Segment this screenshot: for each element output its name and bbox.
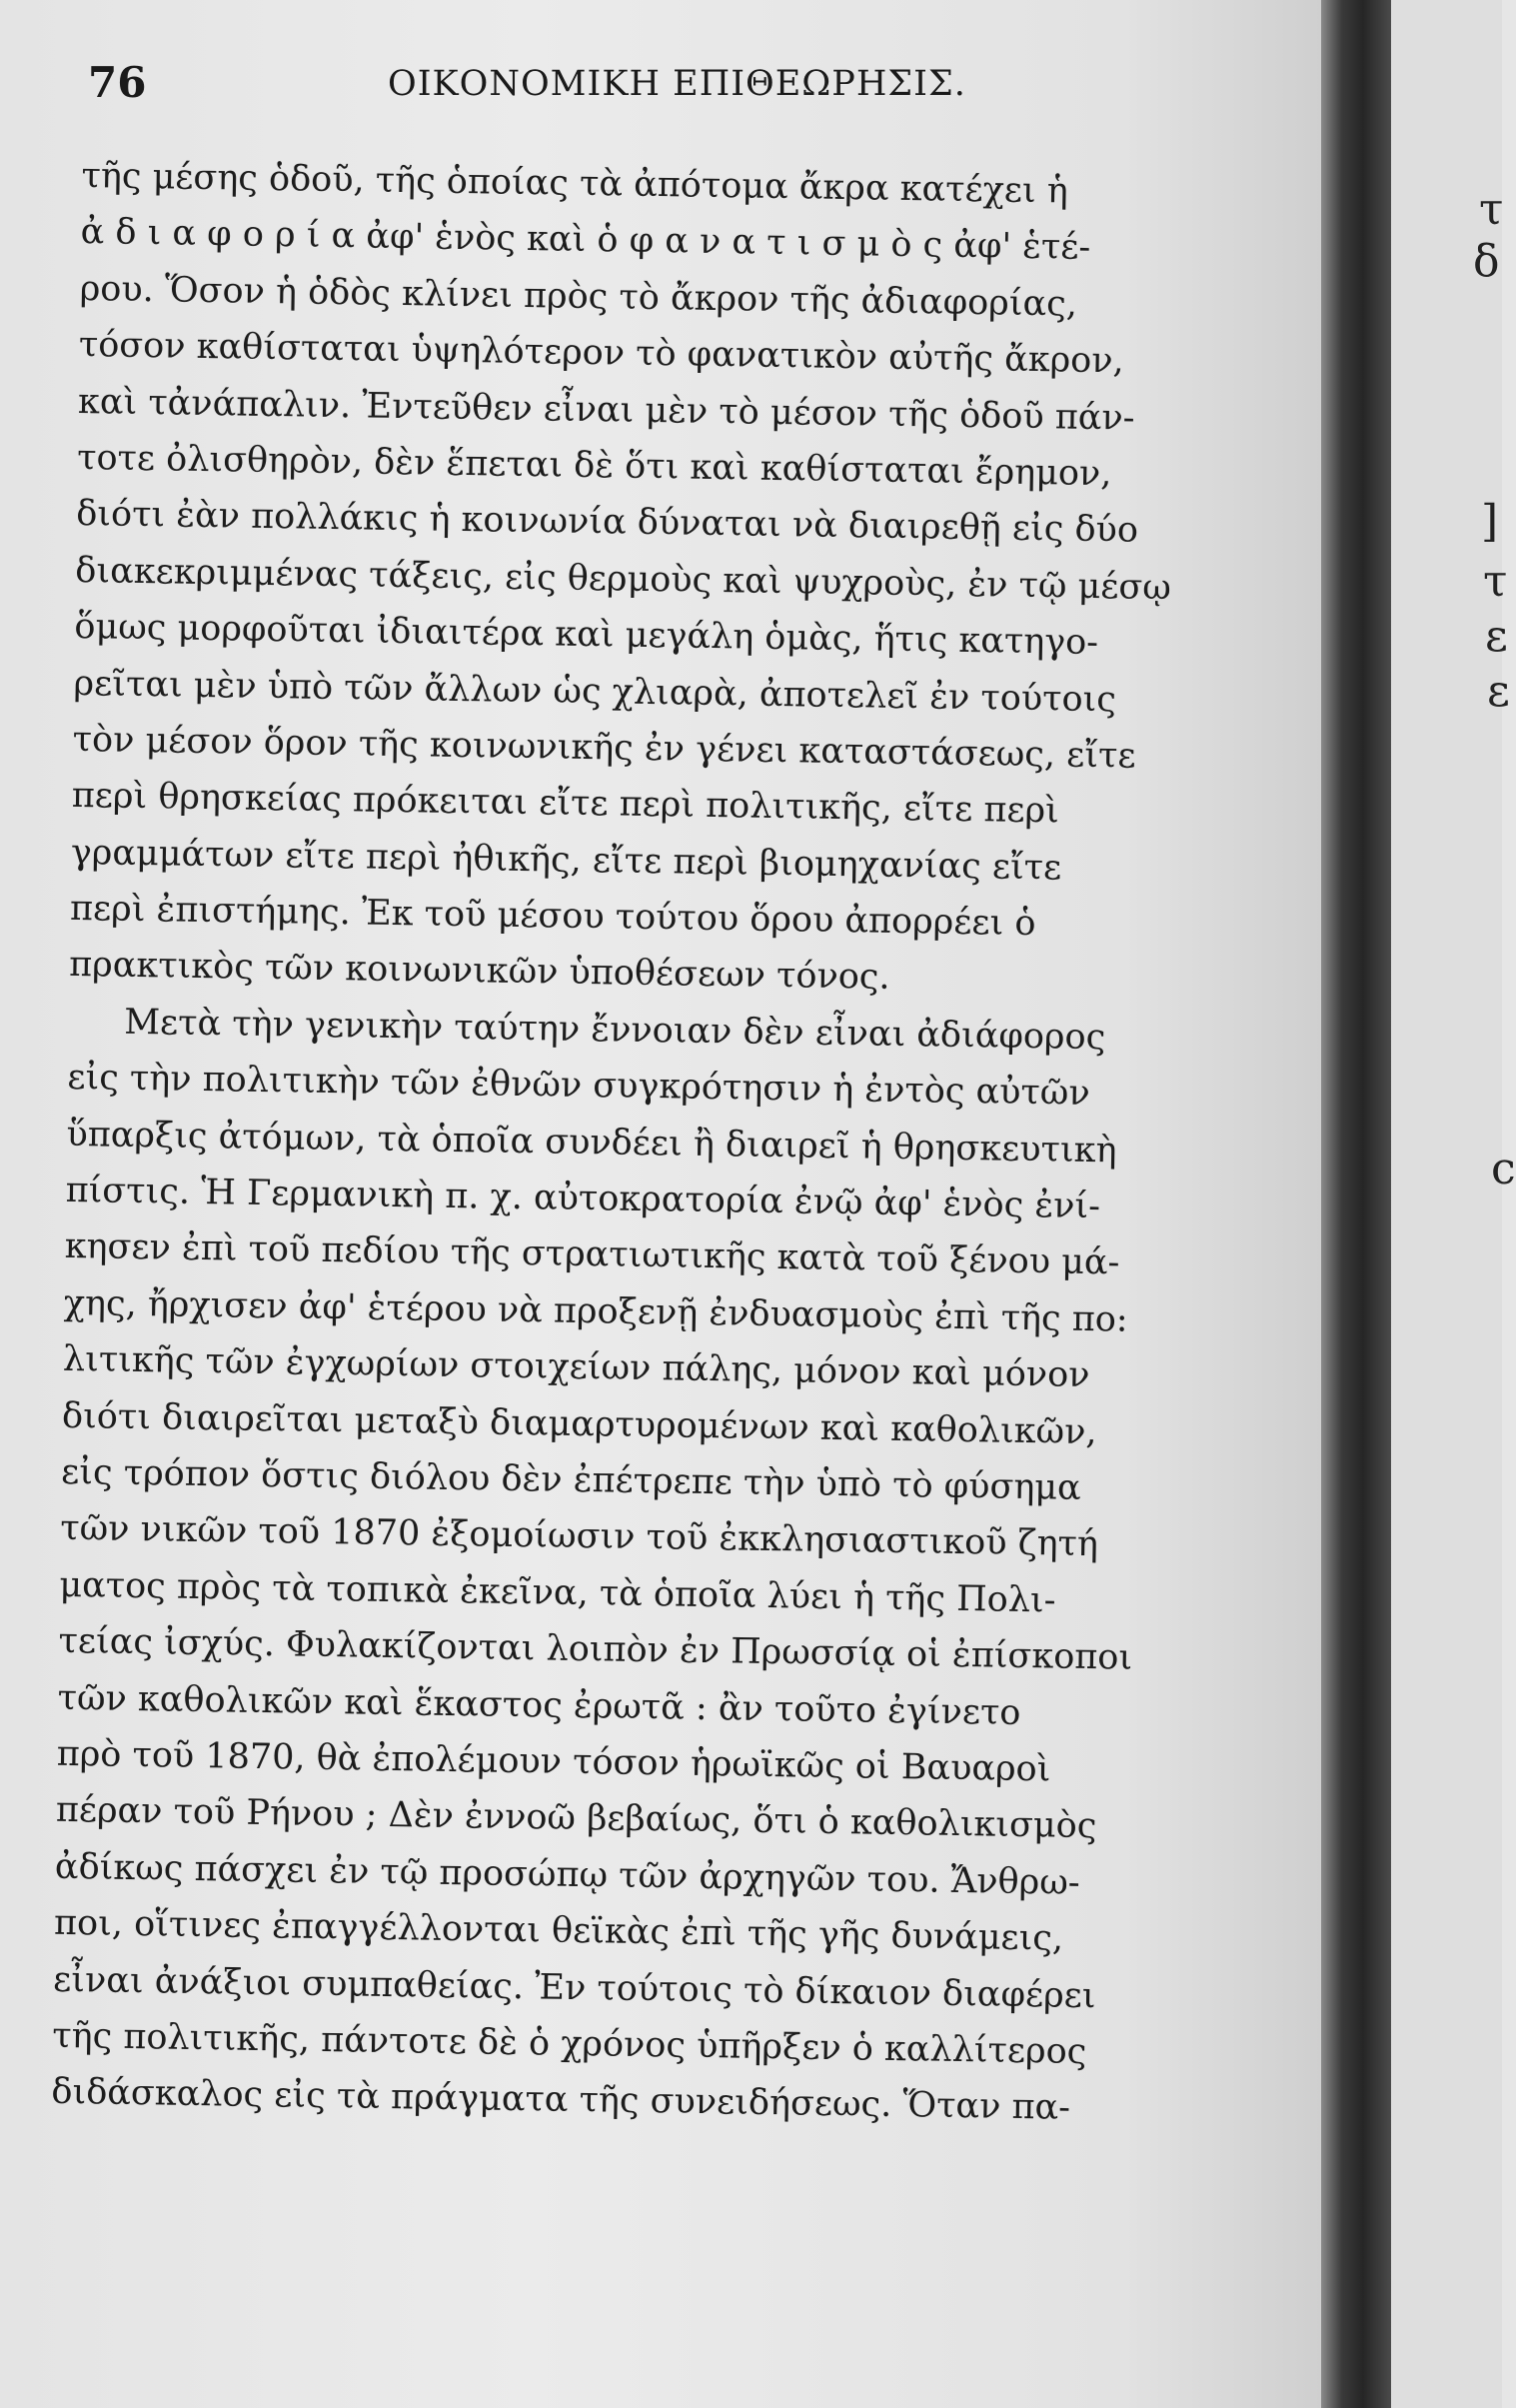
edge-glyph: τ	[1483, 556, 1508, 607]
text-line: εἶναι ἀνάξιοι συμπαθείας. Ἐν τούτοις τὸ δίκαιον διαφέρει	[52, 1959, 1096, 2016]
text-line: τῶν καθολικῶν καὶ ἕκαστος ἐρωτᾶ : ἂν τοῦτο ἐγίνετο	[57, 1677, 1021, 1733]
paragraph-first-line: Μετὰ τὴν γενικὴν ταύτην ἔννοιαν δὲν εἶναι ἀδιάφορος	[123, 1002, 1106, 1059]
text-line: κησεν ἐπὶ τοῦ πεδίου τῆς στρατιωτικῆς κατὰ τοῦ ξένου μά-	[64, 1226, 1120, 1283]
text-line: ρεῖται μὲν ὑπὸ τῶν ἄλλων ὡς χλιαρὰ, ἀποτελεῖ ἐν τούτοις	[73, 663, 1117, 720]
text-line: τοτε ὀλισθηρὸν, δὲν ἕπεται δὲ ὅτι καὶ καθίσταται ἔρημον,	[76, 437, 1112, 495]
text-line: λιτικῆς τῶν ἐγχωρίων στοιχείων πάλης, μόνον καὶ μόνον	[62, 1339, 1090, 1396]
text-line: τῶν νικῶν τοῦ 1870 ἐξομοίωσιν τοῦ ἐκκλησιαστικοῦ ζητή	[59, 1508, 1099, 1565]
text-line: εἰς τρόπον ὅστις διόλου δὲν ἐπέτρεπε τὴν ὑπὸ τὸ φύσημα	[60, 1451, 1082, 1508]
text-line: περὶ ἐπιστήμης. Ἐκ τοῦ μέσου τούτου ὅρου ἀπορρέει ὁ	[69, 888, 1036, 945]
text-line: ὅμως μορφοῦται ἰδιαιτέρα καὶ μεγάλη ὁμὰς, ἥτις κατηγο-	[74, 607, 1099, 664]
edge-glyph: ε	[1485, 611, 1508, 662]
text-line: τῆς πολιτικῆς, πάντοτε δὲ ὁ χρόνος ὑπῆρξεν ὁ καλλίτερος	[52, 2015, 1087, 2072]
text-line: ἀ δ ι α φ ο ρ ί α ἀφ' ἑνὸς καὶ ὁ φ α ν α τ ι σ μ ὸ ς ἀφ' ἑτέ-	[80, 212, 1091, 269]
text-line: πρὸ τοῦ 1870, θὰ ἐπολέμουν τόσον ἡρωϊκῶς οἱ Βαυαροὶ	[56, 1733, 1051, 1790]
text-line: τὸν μέσον ὅρον τῆς κοινωνικῆς ἐν γένει καταστάσεως, εἴτε	[72, 719, 1136, 777]
text-line: πέραν τοῦ Ρήνου ; Δὲν ἐννοῶ βεβαίως, ὅτι ὁ καθολικισμὸς	[55, 1790, 1097, 1847]
text-line: διδάσκαλος εἰς τὰ πράγματα τῆς συνειδήσεως. Ὅταν πα-	[51, 2072, 1071, 2129]
edge-glyph: τ	[1479, 184, 1504, 235]
text-line: ρου. Ὅσον ἡ ὁδὸς κλίνει πρὸς τὸ ἄκρον τῆς ἀδιαφορίας,	[79, 268, 1078, 325]
book-gutter	[1321, 0, 1391, 2408]
text-line: πρακτικὸς τῶν κοινωνικῶν ὑποθέσεων τόνος.	[68, 945, 890, 999]
text-line: ἀδίκως πάσχει ἐν τῷ προσώπῳ τῶν ἀρχηγῶν του. Ἄνθρω-	[54, 1846, 1080, 1903]
text-line: γραμμάτων εἴτε περὶ ἠθικῆς, εἴτε περὶ βιομηχανίας εἴτε	[70, 832, 1062, 889]
page-header	[88, 58, 1217, 118]
text-line: πίστις. Ἡ Γερμανικὴ π. χ. αὐτοκρατορία ἐνῷ ἀφ' ἑνὸς ἐνί-	[65, 1170, 1101, 1227]
text-line: διακεκριμμένας τάξεις, εἰς θερμοὺς καὶ ψυχροὺς, ἐν τῷ μέσῳ	[75, 550, 1172, 608]
text-line: τείας ἰσχύς. Φυλακίζονται λοιπὸν ἐν Πρωσσίᾳ οἱ ἐπίσκοποι	[58, 1620, 1133, 1678]
edge-glyph: δ	[1473, 236, 1500, 287]
text-line: διότι ἐὰν πολλάκις ἡ κοινωνία δύναται νὰ διαιρεθῇ εἰς δύο	[75, 494, 1139, 551]
text-line: εἰς τὴν πολιτικὴν τῶν ἐθνῶν συγκρότησιν ἡ ἐντὸς αὐτῶν	[67, 1058, 1090, 1115]
running-head: ΟΙΚΟΝΟΜΙΚΗ ΕΠΙΘΕΩΡΗΣΙΣ.	[388, 64, 966, 104]
text-line: ματος πρὸς τὰ τοπικὰ ἐκεῖνα, τὰ ὁποῖα λύει ἡ τῆς Πολι-	[59, 1564, 1056, 1621]
page-number: 76	[88, 58, 147, 107]
text-line: καὶ τἀνάπαλιν. Ἐντεῦθεν εἶναι μὲν τὸ μέσον τῆς ὁδοῦ πάν-	[77, 381, 1135, 439]
text-line: διότι διαιρεῖται μεταξὺ διαμαρτυρομένων καὶ καθολικῶν,	[61, 1395, 1097, 1452]
text-line: τῆς μέσης ὁδοῦ, τῆς ὁποίας τὰ ἀπότομα ἄκρα κατέχει ἡ	[81, 155, 1069, 212]
next-page-edge	[1391, 0, 1516, 2408]
edge-glyph: c	[1491, 1144, 1516, 1195]
edge-glyph: ε	[1487, 666, 1510, 717]
text-line: περὶ θρησκείας πρόκειται εἴτε περὶ πολιτικῆς, εἴτε περὶ	[71, 776, 1060, 832]
text-line: τόσον καθίσταται ὑψηλότερον τὸ φανατικὸν αὐτῆς ἄκρον,	[78, 325, 1125, 382]
body-text	[51, 148, 1221, 2138]
edge-glyph: ]	[1481, 496, 1499, 547]
text-line: ποι, οἵτινες ἐπαγγέλλονται θεϊκὰς ἐπὶ τῆς γῆς δυνάμεις,	[53, 1902, 1064, 1959]
text-line: χης, ἤρχισεν ἀφ' ἑτέρου νὰ προξενῇ ἐνδυασμοὺς ἐπὶ τῆς πο:	[63, 1282, 1128, 1340]
text-line: ὕπαρξις ἀτόμων, τὰ ὁποῖα συνδέει ἢ διαιρεῖ ἡ θρησκευτικὴ	[66, 1114, 1117, 1172]
